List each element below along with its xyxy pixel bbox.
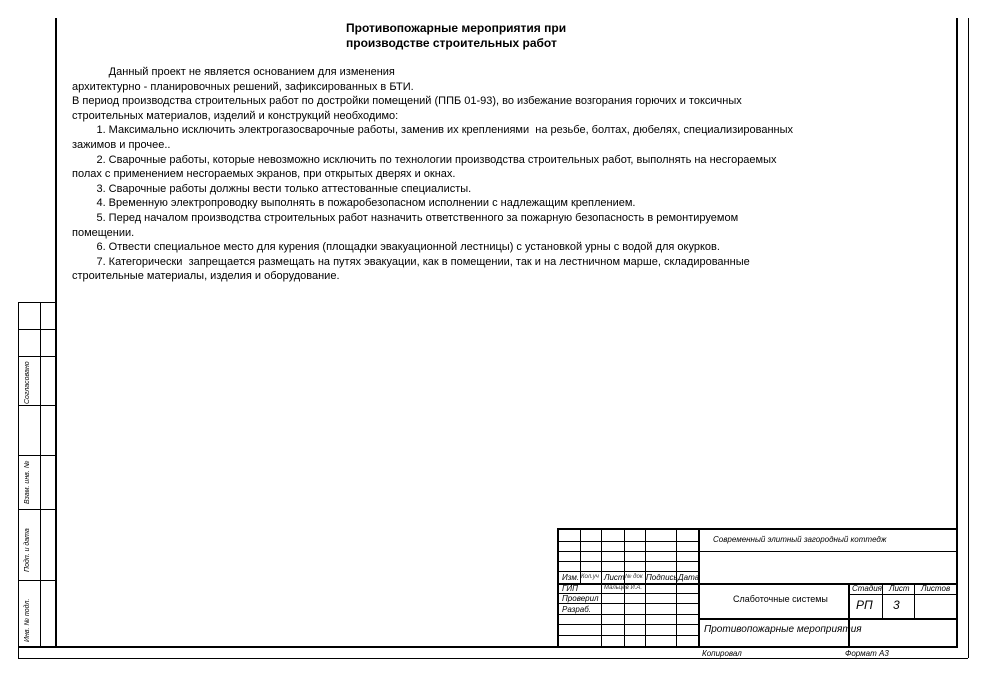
side-label-podp-data: Подп. и дата	[24, 528, 31, 572]
stamp-right-col-c	[914, 583, 915, 618]
stamp-project-name: Современный элитный загородный коттедж	[713, 535, 887, 544]
stamp-sheets-label: Листов	[921, 584, 951, 593]
stamp-format: Формат А3	[845, 649, 889, 658]
stamp-row-7	[557, 603, 698, 604]
stamp-left-border	[557, 528, 559, 647]
body-line: 2. Сварочные работы, которые невозможно исключить по технологии производства строительных работ, выполнять на несгораемых	[72, 153, 777, 166]
body-line: строительных материалов, изделий и конструкций необходимо:	[72, 109, 399, 122]
stamp-right-row-b	[698, 618, 957, 620]
stamp-system: Слаботочные системы	[733, 594, 828, 604]
stamp-top-border	[557, 528, 957, 530]
stamp-row-4	[557, 571, 698, 572]
stamp-col-2	[601, 528, 602, 647]
stamp-row-1	[557, 541, 698, 542]
stamp-header-izm: Изм.	[562, 573, 580, 582]
frame-left-border	[55, 18, 57, 647]
stamp-stage-label: Стадия	[852, 584, 882, 593]
stamp-role-gip: ГИП	[562, 584, 578, 593]
body-line: полах с применением несгораемых экранов, при открытых дверях и окнах.	[72, 168, 456, 181]
stamp-row-2	[557, 551, 957, 552]
body-line: В период производства строительных работ по достройки помещений (ППБ 01-93), во избежание возгорания горючих и токсичных	[72, 95, 742, 108]
side-row-5	[18, 509, 55, 510]
side-label-vzam-inv: Взам. инв. №	[24, 460, 31, 504]
stamp-copied: Копировал	[702, 649, 742, 658]
body-line: 4. Временную электропроводку выполнять в пожаробезопасном исполнении с надлежащим креплением.	[72, 197, 636, 210]
stamp-row-9	[557, 624, 698, 625]
outer-right-edge	[968, 18, 969, 658]
stamp-row-8	[557, 614, 698, 615]
document-body	[72, 65, 912, 284]
side-label-soglasovano: Согласовано	[24, 361, 31, 404]
stamp-right-col-b	[882, 583, 883, 618]
side-row-1	[18, 329, 55, 330]
stamp-header-data: Дата	[678, 573, 700, 582]
side-row-3	[18, 405, 55, 406]
stamp-sheet-title: Противопожарные мероприятия	[704, 624, 862, 635]
page-title: Противопожарные мероприятия при производстве строительных работ	[346, 21, 567, 50]
side-row-4	[18, 455, 55, 456]
stamp-sheet-label: Лист	[889, 584, 910, 593]
body-line: 1. Максимально исключить электрогазосварочные работы, заменив их креплениями на резьбе, болтах, дюбелях, специализированных	[72, 124, 794, 137]
side-row-2	[18, 356, 55, 357]
stamp-header-n-dok: № док	[625, 574, 643, 580]
stamp-stage-value: РП	[856, 598, 873, 612]
body-line: 5. Перед началом производства строительных работ назначить ответственного за пожарную безопасность в ремонтируемом	[72, 211, 739, 224]
stamp-row-10	[557, 635, 698, 636]
stamp-col-5	[676, 528, 677, 647]
body-line: строительные материалы, изделия и оборудование.	[72, 270, 340, 283]
side-row-6	[18, 580, 55, 581]
stamp-right-col-a	[848, 583, 850, 647]
stamp-col-6	[698, 528, 700, 647]
body-line: архитектурно - планировочных решений, зафиксированных в БТИ.	[72, 80, 414, 93]
side-col-mid	[40, 302, 41, 646]
stamp-col-4	[645, 528, 646, 647]
stamp-header-list: Лист	[604, 573, 625, 582]
side-row-top	[18, 302, 55, 303]
body-line: Данный проект не является основанием для изменения	[72, 66, 395, 78]
stamp-sheet-value: 3	[893, 598, 900, 612]
stamp-right-row-a	[848, 594, 957, 595]
body-line: 3. Сварочные работы должны вести только аттестованные специалисты.	[72, 182, 472, 195]
body-line: зажимов и прочее..	[72, 138, 171, 151]
frame-right-border	[956, 18, 958, 647]
stamp-header-kol-uch: Кол.уч	[581, 574, 599, 580]
frame-bottom-border	[18, 646, 958, 648]
stamp-row-3	[557, 561, 698, 562]
stamp-gip-name: Мальцев И.А.	[604, 585, 643, 591]
stamp-role-proveril: Проверил	[562, 594, 599, 603]
stamp-role-razrab: Разраб.	[562, 605, 591, 614]
side-label-inv-podl: Инв. № подл.	[24, 598, 31, 642]
body-line: помещении.	[72, 226, 135, 239]
stamp-header-podpis: Подпись	[646, 573, 678, 582]
outer-bottom-edge	[18, 658, 968, 659]
body-line: 6. Отвести специальное место для курения (площадки эвакуационной лестницы) с установкой урны с водой для окурков.	[72, 241, 720, 254]
body-line: 7. Категорически запрещается размещать на путях эвакуации, как в помещении, так и на лестничном марше, складированные	[72, 255, 750, 268]
